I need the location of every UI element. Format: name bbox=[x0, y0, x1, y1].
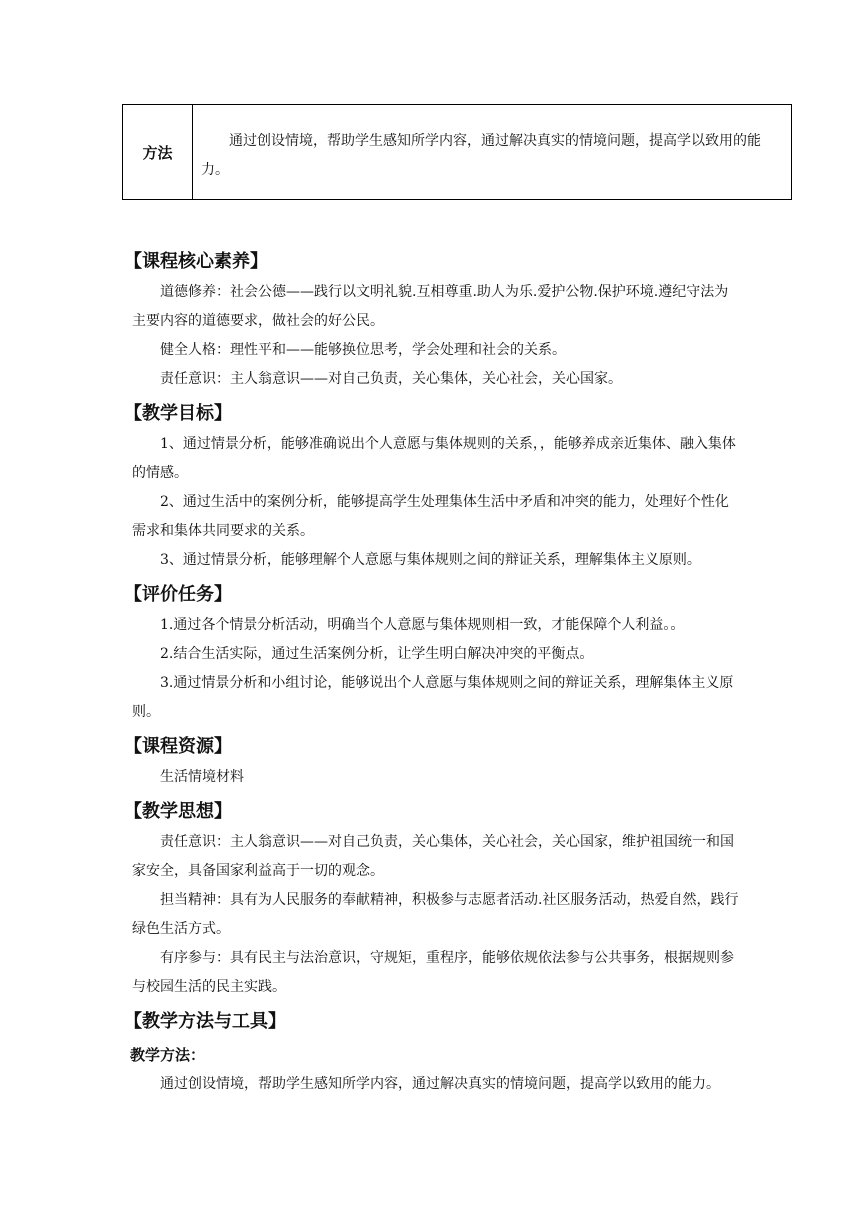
section-methods-tools bbox=[124, 1006, 742, 1099]
table-content: 通过创设情境，帮助学生感知所学内容，通过解决真实的情境问题，提高学以致用的能力。 bbox=[201, 133, 761, 178]
section-evaluation-tasks bbox=[124, 579, 742, 727]
section-title: 【教学目标】 bbox=[124, 403, 232, 424]
method-table bbox=[122, 104, 792, 200]
section-title: 【课程资源】 bbox=[124, 736, 232, 757]
paragraph: 通过创设情境，帮助学生感知所学内容，通过解决真实的情境问题，提高学以致用的能力。 bbox=[160, 1076, 720, 1092]
paragraph: 1.通过各个情景分析活动，明确当个人意愿与集体规则相一致，才能保障个人利益。。 bbox=[160, 617, 685, 633]
subsection-title: 教学方法： bbox=[130, 1046, 206, 1064]
section-teaching-thought bbox=[124, 796, 742, 1002]
section-core-literacy bbox=[124, 246, 742, 394]
table-label: 方法 bbox=[123, 105, 193, 199]
section-title: 【教学方法与工具】 bbox=[124, 1011, 286, 1032]
paragraph: 生活情境材料 bbox=[160, 769, 244, 785]
paragraph: 3.通过情景分析和小组讨论，能够说出个人意愿与集体规则之间的辩证关系，理解集体主义原则。 bbox=[132, 675, 734, 720]
section-title: 【课程核心素养】 bbox=[124, 251, 268, 272]
paragraph: 2.结合生活实际，通过生活案例分析，让学生明白解决冲突的平衡点。 bbox=[160, 646, 594, 662]
paragraph: 有序参与：具有民主与法治意识，守规矩，重程序，能够依规依法参与公共事务，根据规则参与校园生活的民主实践。 bbox=[132, 950, 734, 995]
paragraph: 3、通过情景分析，能够理解个人意愿与集体规则之间的辩证关系，理解集体主义原则。 bbox=[160, 552, 701, 568]
paragraph: 2、通过生活中的案例分析，能够提高学生处理集体生活中矛盾和冲突的能力，处理好个性化需求和集体共同要求的关系。 bbox=[132, 494, 729, 539]
paragraph: 道德修养：社会公德——践行以文明礼貌.互相尊重.助人为乐.爱护公物.保护环境.遵纪守法为主要内容的道德要求，做社会的好公民。 bbox=[132, 284, 729, 329]
paragraph: 责任意识：主人翁意识——对自己负责，关心集体，关心社会，关心国家。 bbox=[160, 371, 622, 387]
section-title: 【评价任务】 bbox=[124, 584, 232, 605]
section-title: 【教学思想】 bbox=[124, 801, 232, 822]
paragraph: 1、通过情景分析，能够准确说出个人意愿与集体规则的关系，，能够养成亲近集体、融入集体的情感。 bbox=[132, 436, 736, 481]
paragraph: 担当精神：具有为人民服务的奉献精神，积极参与志愿者活动.社区服务活动，热爱自然，践行绿色生活方式。 bbox=[132, 892, 739, 937]
paragraph: 健全人格：理性平和——能够换位思考，学会处理和社会的关系。 bbox=[160, 342, 566, 358]
section-course-resources bbox=[124, 731, 742, 792]
section-teaching-goals bbox=[124, 398, 742, 575]
paragraph: 责任意识：主人翁意识——对自己负责，关心集体，关心社会，关心国家，维护祖国统一和国家安全，具备国家利益高于一切的观念。 bbox=[132, 834, 734, 879]
document-body bbox=[124, 242, 742, 1099]
